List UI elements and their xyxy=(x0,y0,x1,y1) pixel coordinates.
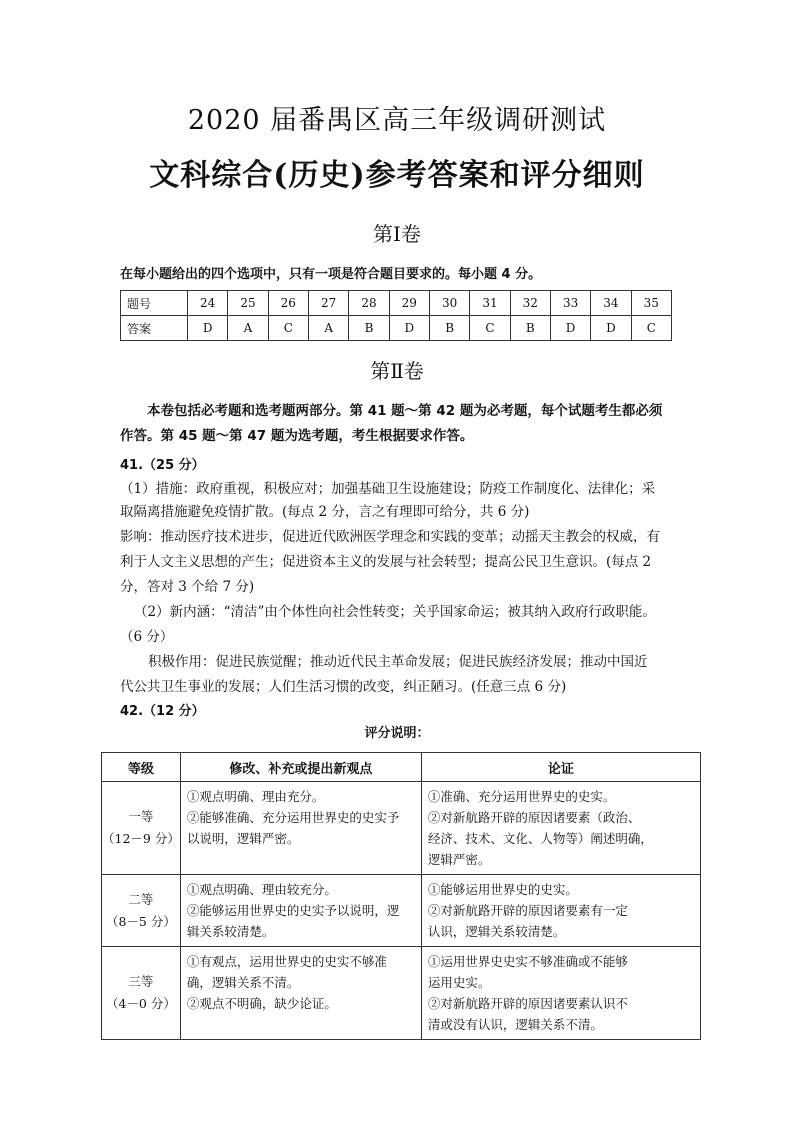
viewpoint-cell xyxy=(180,782,421,875)
q41-line: 利于人文主义思想的产生；促进资本主义的发展与社会转型；提高公民卫生意识。(每点 2 xyxy=(120,554,652,570)
answer-cell: B xyxy=(510,316,550,341)
question-number: 30 xyxy=(429,291,469,316)
answer-cell: C xyxy=(631,316,671,341)
question-number: 32 xyxy=(510,291,550,316)
answer-cell: A xyxy=(308,316,348,341)
part2-title: 第Ⅱ卷 xyxy=(370,359,424,383)
part2-intro-line: 本卷包括必考题和选考题两部分。第 41 题～第 42 题为必考题，每个试题考生都必须 xyxy=(147,403,663,419)
grade-level: 二等 xyxy=(128,891,154,907)
header-viewpoint: 修改、补充或提出新观点 xyxy=(180,753,421,782)
argument-line: ①运用世界史史实不够准确或不能够 xyxy=(427,954,628,969)
question-number: 28 xyxy=(349,291,389,316)
question-number: 26 xyxy=(268,291,308,316)
argument-line: 逻辑严密。 xyxy=(427,852,491,867)
grade-row xyxy=(102,947,701,1040)
grade-range: （4－0 分） xyxy=(105,996,176,1011)
question-number: 35 xyxy=(631,291,671,316)
viewpoint-cell xyxy=(180,947,421,1040)
grade-cell xyxy=(102,947,181,1040)
question-number: 29 xyxy=(389,291,429,316)
answer-cell: C xyxy=(470,316,510,341)
exam-title: 2020 届番禺区高三年级调研测试 xyxy=(187,105,607,136)
question-number: 33 xyxy=(550,291,590,316)
grade-row xyxy=(102,875,701,947)
question-number: 31 xyxy=(470,291,510,316)
answer-cell: D xyxy=(550,316,590,341)
q41-line: 取隔离措施避免疫情扩散。(每点 2 分，言之有理即可给分，共 6 分) xyxy=(120,504,530,520)
argument-cell xyxy=(421,875,700,947)
grade-level: 一等 xyxy=(128,809,154,824)
grade-range: （12－9 分） xyxy=(102,831,180,846)
argument-line: ①准确、充分运用世界史的史实。 xyxy=(427,789,616,804)
answer-cell: B xyxy=(429,316,469,341)
viewpoint-line: ①观点明确、理由较充分。 xyxy=(186,882,337,897)
argument-line: 经济、技术、文化、人物等）阐述明确， xyxy=(427,831,653,846)
argument-cell xyxy=(421,947,700,1040)
scoring-title: 评分说明： xyxy=(364,726,430,741)
part1-instruction: 在每小题给出的四个选项中，只有一项是符合题目要求的。每小题 4 分。 xyxy=(120,267,542,282)
part2-intro-line: 作答。第 45 题～第 47 题为选考题，考生根据要求作答。 xyxy=(120,428,474,444)
answer-key-title: 文科综合(历史)参考答案和评分细则 xyxy=(149,158,645,193)
header-grade: 等级 xyxy=(102,753,181,782)
grade-cell xyxy=(102,782,181,875)
answer-cell: D xyxy=(188,316,228,341)
part1-title: 第Ⅰ卷 xyxy=(373,222,421,246)
answer-cell: D xyxy=(389,316,429,341)
question-number: 25 xyxy=(228,291,268,316)
q41-line: （2）新内涵：“清洁”由个体性向社会性转变；关乎国家命运；被其纳入政府行政职能。 xyxy=(134,604,656,620)
answer-row xyxy=(121,316,672,341)
viewpoint-line: 确，逻辑关系不清。 xyxy=(186,975,300,990)
viewpoint-line: ②能够准确、充分运用世界史的史实予 xyxy=(186,810,400,825)
grade-range: （8－5 分） xyxy=(105,913,176,929)
question-number: 24 xyxy=(188,291,228,316)
grade-cell xyxy=(102,875,181,947)
viewpoint-cell xyxy=(180,875,421,947)
viewpoint-line: 以说明，逻辑严密。 xyxy=(186,831,300,846)
viewpoint-line: ①观点明确、理由充分。 xyxy=(186,789,325,804)
q41-line: （6 分） xyxy=(120,629,174,645)
viewpoint-line: ②能够运用世界史的史实予以说明，逻 xyxy=(186,903,400,918)
grading-table xyxy=(101,752,701,1040)
header-argument: 论证 xyxy=(421,753,700,782)
argument-cell xyxy=(421,782,700,875)
q41-line: （1）措施：政府重视，积极应对；加强基础卫生设施建设；防疫工作制度化、法律化；采 xyxy=(120,481,656,497)
grade-level: 三等 xyxy=(128,974,154,989)
viewpoint-line: 辑关系较清楚。 xyxy=(186,924,275,939)
q41-line: 分，答对 3 个给 7 分) xyxy=(120,579,255,595)
q42-heading: 42.（12 分） xyxy=(120,704,205,719)
argument-line: 认识，逻辑关系较清楚。 xyxy=(427,924,566,939)
row-label: 题号 xyxy=(121,291,188,316)
answer-cell: C xyxy=(268,316,308,341)
question-number: 27 xyxy=(308,291,348,316)
argument-line: 运用史实。 xyxy=(427,975,491,990)
argument-line: ②对新航路开辟的原因诸要素认识不 xyxy=(427,996,628,1011)
answer-cell: D xyxy=(591,316,631,341)
grade-row xyxy=(102,782,701,875)
viewpoint-line: ①有观点，运用世界史的史实不够准 xyxy=(186,954,387,969)
q41-line: 积极作用：促进民族觉醒；推动近代民主革命发展；促进民族经济发展；推动中国近 xyxy=(148,654,648,670)
viewpoint-line: ②观点不明确，缺少论证。 xyxy=(186,996,337,1011)
argument-line: ①能够运用世界史的史实。 xyxy=(427,882,578,897)
question-number-row xyxy=(121,291,672,316)
argument-line: 清或没有认识，逻辑关系不清。 xyxy=(427,1017,603,1032)
grading-header-row xyxy=(102,753,701,782)
q41-heading: 41.（25 分） xyxy=(120,458,205,473)
argument-line: ②对新航路开辟的原因诸要素（政治、 xyxy=(427,810,641,825)
answer-table xyxy=(120,290,672,341)
q41-line: 代公共卫生事业的发展；人们生活习惯的改变，纠正陋习。(任意三点 6 分) xyxy=(120,679,567,695)
row-label: 答案 xyxy=(121,316,188,341)
answer-cell: B xyxy=(349,316,389,341)
question-number: 34 xyxy=(591,291,631,316)
q41-line: 影响：推动医疗技术进步，促进近代欧洲医学理念和实践的变革；动摇天主教会的权威，有 xyxy=(120,529,660,545)
answer-cell: A xyxy=(228,316,268,341)
argument-line: ②对新航路开辟的原因诸要素有一定 xyxy=(427,903,628,918)
